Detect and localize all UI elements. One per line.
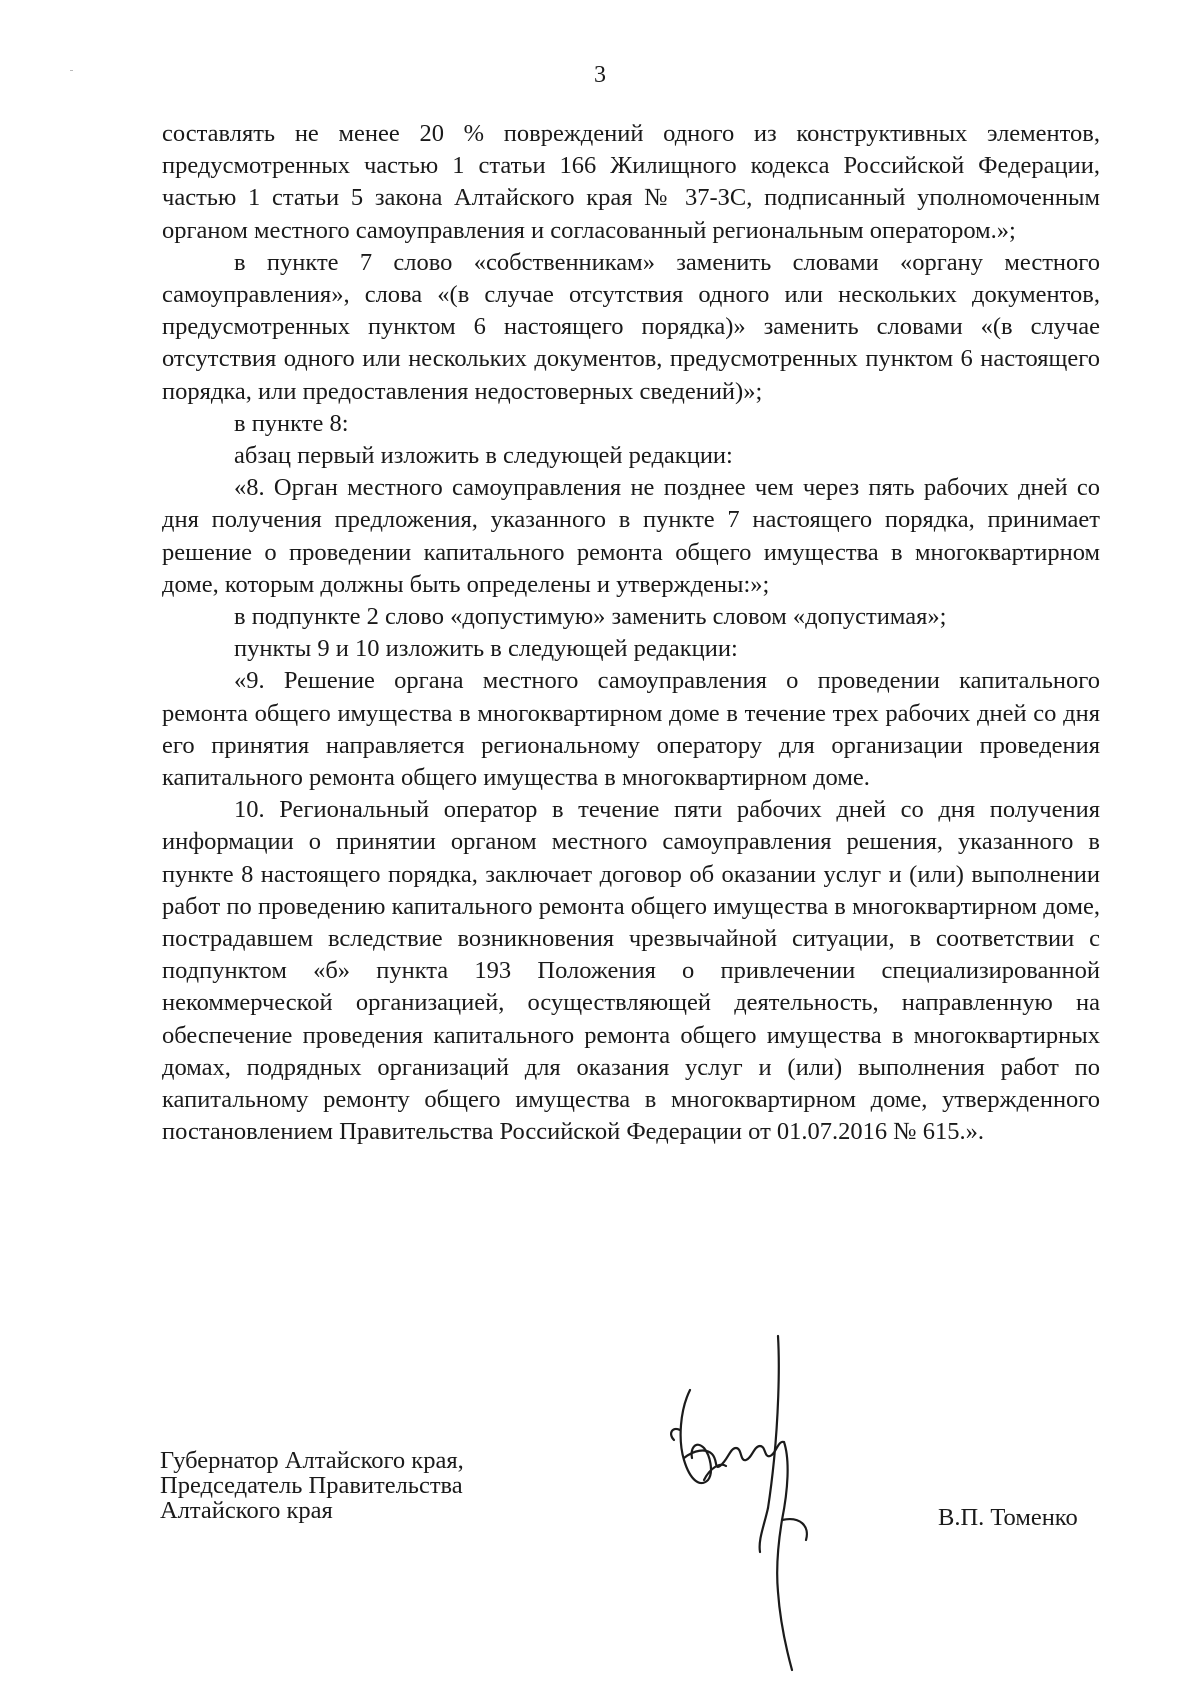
paragraph: «9. Решение органа местного самоуправления о проведении капитального ремонта общего имущества в многоквартирном доме в течение трех рабочих дней со дня его принятия направляется региональному оператору для организации проведения капитального ремонта общего имущества в многоквартирном доме. [162,667,1100,792]
signer-title-line: Алтайского края [160,1497,333,1524]
signer-name: В.П. Томенко [938,1504,1078,1531]
paragraph: абзац первый изложить в следующей редакции: [234,442,733,470]
paragraph: 10. Региональный оператор в течение пяти рабочих дней со дня получения информации о принятии органом местного самоуправления решения, указанного в пункте 8 настоящего порядка, заключает договор об оказании услуг и (или) выполнении работ по проведению капитального ремонта общего имущества в многоквартирном доме, пострадавшем вследствие возникновения чрезвычайной ситуации, в соответствии с подпунктом «б» пункта 193 Положения о привлечении специализированной некоммерческой организацией, осуществляющей деятельность, направленную на обеспечение проведения капитального ремонта общего имущества в многоквартирных домах, подрядных организаций для оказания услуг и (или) выполнения работ по капитальному ремонту общего имущества в многоквартирном доме, утвержденного постановлением Правительства Российской Федерации от 01.07.2016 № 615.». [162,796,1100,1146]
page-number: 3 [594,62,606,88]
signer-title-line: Председатель Правительства [160,1472,463,1499]
signer-title-block [160,1448,464,1523]
handwritten-signature [660,1330,900,1680]
paragraph: в пункте 7 слово «собственникам» заменить словами «органу местного самоуправления», слова «(в случае отсутствия одного или нескольких документов, предусмотренных пунктом 6 настоящего порядка)» заменить словами «(в случае отсутствия одного или нескольких документов, предусмотренных пунктом 6 настоящего порядка, или предоставления недостоверных сведений)»; [162,248,1100,405]
paragraph: в подпункте 2 слово «допустимую» заменить словом «допустимая»; [234,603,947,631]
paragraph: составлять не менее 20 % повреждений одного из конструктивных элементов, предусмотренных частью 1 статьи 166 Жилищного кодекса Российской Федерации, частью 1 статьи 5 закона Алтайского края № 37-ЗС, подписанный уполномоченным органом местного самоуправления и согласованный региональным оператором.»; [162,120,1100,244]
paragraph: в пункте 8: [234,409,349,437]
signer-title-line: Губернатор Алтайского края, [160,1447,464,1474]
paragraph: «8. Орган местного самоуправления не позднее чем через пять рабочих дней со дня получения предложения, указанного в пункте 7 настоящего порядка, принимает решение о проведении капитального ремонта общего имущества в многоквартирном доме, которым должны быть определены и утверждены:»; [162,474,1100,598]
document-body [162,118,1100,1149]
paragraph: пункты 9 и 10 изложить в следующей редакции: [234,635,738,663]
